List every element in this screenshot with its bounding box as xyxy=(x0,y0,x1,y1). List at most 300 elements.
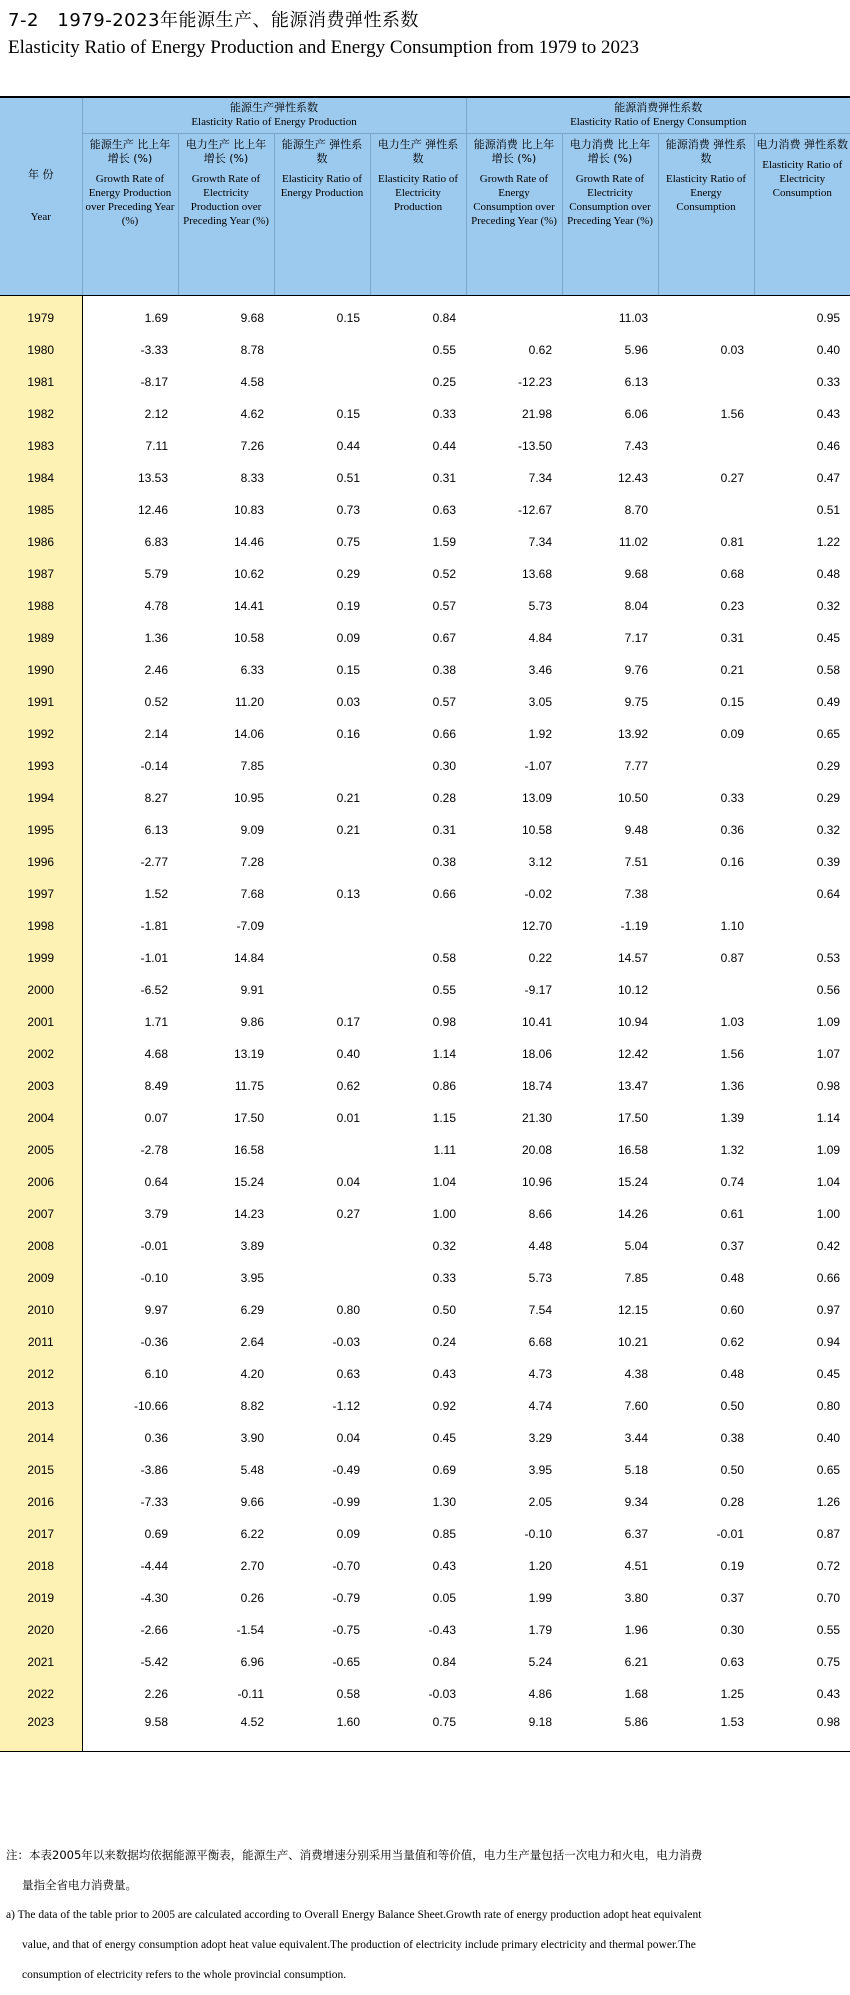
value-cell: 3.95 xyxy=(240,1271,264,1285)
value-cell: 1.25 xyxy=(720,1687,745,1701)
value-cell: 0.85 xyxy=(432,1527,457,1541)
value-cell: -4.44 xyxy=(140,1559,168,1573)
value-cell xyxy=(466,295,562,331)
value-cell: 0.48 xyxy=(720,1367,745,1381)
value-cell: 4.58 xyxy=(240,375,264,389)
value-cell: 6.22 xyxy=(240,1527,264,1541)
value-cell: 0.58 xyxy=(816,663,841,677)
value-cell: 0.29 xyxy=(816,791,841,805)
value-cell xyxy=(658,875,754,907)
value-cell xyxy=(658,747,754,779)
year-cell: 1980 xyxy=(0,331,82,363)
value-cell xyxy=(754,907,850,939)
year-cell: 1979 xyxy=(0,295,82,331)
year-cell: 2000 xyxy=(0,971,82,1003)
year-cell: 2023 xyxy=(0,1707,82,1751)
value-cell: 6.13 xyxy=(624,375,649,389)
value-cell: -4.30 xyxy=(140,1591,168,1605)
table-row xyxy=(0,1451,850,1483)
value-cell: 0.52 xyxy=(144,695,168,709)
value-cell: 7.17 xyxy=(624,631,649,645)
table-row xyxy=(0,1547,850,1579)
value-cell: 4.48 xyxy=(528,1239,553,1253)
value-cell: 7.11 xyxy=(145,439,168,453)
value-cell: 20.08 xyxy=(521,1143,553,1157)
value-cell: 1.60 xyxy=(274,1707,370,1751)
value-cell: 4.20 xyxy=(240,1367,264,1381)
value-cell: 9.34 xyxy=(624,1495,649,1509)
value-cell: 14.41 xyxy=(233,599,264,613)
value-cell: 0.38 xyxy=(720,1431,745,1445)
value-cell: 0.33 xyxy=(432,407,457,421)
value-cell: 0.74 xyxy=(720,1175,745,1189)
value-cell: 10.95 xyxy=(233,791,264,805)
value-cell: 0.67 xyxy=(432,631,457,645)
value-cell: 6.06 xyxy=(624,407,649,421)
value-cell: 0.55 xyxy=(432,343,457,357)
value-cell: 0.15 xyxy=(720,695,745,709)
value-cell: 1.59 xyxy=(432,535,457,549)
value-cell: 0.31 xyxy=(432,471,457,485)
note-zh-line1: 注：本表2005年以来数据均依据能源平衡表，能源生产、消费增速分别采用当量值和等价值，电力生产量包括一次电力和火电，电力消费 xyxy=(6,1848,703,1862)
value-cell: 4.52 xyxy=(178,1707,274,1751)
year-cell: 1982 xyxy=(0,395,82,427)
value-cell: 10.21 xyxy=(617,1335,649,1349)
table-row xyxy=(0,651,850,683)
value-cell: 0.37 xyxy=(720,1239,745,1253)
year-cell: 1988 xyxy=(0,587,82,619)
value-cell: 0.58 xyxy=(336,1687,360,1701)
value-cell: 3.89 xyxy=(240,1239,264,1253)
year-cell: 1993 xyxy=(0,747,82,779)
value-cell: 0.72 xyxy=(816,1559,841,1573)
value-cell: 0.81 xyxy=(720,535,745,549)
value-cell: 7.85 xyxy=(624,1271,649,1285)
year-cell: 1994 xyxy=(0,779,82,811)
value-cell: 5.73 xyxy=(528,599,553,613)
value-cell: 14.46 xyxy=(233,535,264,549)
value-cell: 5.04 xyxy=(624,1239,649,1253)
value-cell: -10.66 xyxy=(133,1399,168,1413)
value-cell: 3.95 xyxy=(528,1463,553,1477)
value-cell: 4.51 xyxy=(624,1559,649,1573)
value-cell: 1.92 xyxy=(528,727,553,741)
value-cell: 0.31 xyxy=(432,823,457,837)
value-cell: -6.52 xyxy=(140,983,168,997)
table-row xyxy=(0,875,850,907)
year-cell: 2014 xyxy=(0,1419,82,1451)
table-row xyxy=(0,1355,850,1387)
value-cell: 6.13 xyxy=(144,823,168,837)
year-cell: 1981 xyxy=(0,363,82,395)
value-cell: 17.50 xyxy=(617,1111,649,1125)
value-cell: 0.66 xyxy=(432,887,457,901)
value-cell: 0.33 xyxy=(720,791,745,805)
value-cell: 0.23 xyxy=(720,599,745,613)
value-cell: 0.97 xyxy=(816,1303,841,1317)
value-cell: 1.30 xyxy=(432,1495,457,1509)
value-cell: 0.50 xyxy=(720,1399,745,1413)
value-cell xyxy=(274,747,370,779)
table-row xyxy=(0,331,850,363)
value-cell: 0.09 xyxy=(336,631,360,645)
column-header-7 xyxy=(658,133,754,295)
value-cell: 5.24 xyxy=(528,1655,553,1669)
value-cell: 0.75 xyxy=(816,1655,841,1669)
value-cell: -1.01 xyxy=(140,951,168,965)
year-cell: 2018 xyxy=(0,1547,82,1579)
value-cell: 10.94 xyxy=(617,1015,649,1029)
value-cell xyxy=(658,427,754,459)
value-cell: 0.84 xyxy=(432,311,457,325)
value-cell: 0.87 xyxy=(720,951,745,965)
value-cell: -1.12 xyxy=(332,1399,360,1413)
value-cell: -1.07 xyxy=(524,759,553,773)
year-cell: 2015 xyxy=(0,1451,82,1483)
value-cell: 7.85 xyxy=(240,759,264,773)
year-cell: 1996 xyxy=(0,843,82,875)
value-cell xyxy=(658,295,754,331)
value-cell xyxy=(658,363,754,395)
value-cell: 0.26 xyxy=(240,1591,264,1605)
column-header-zh: 能源消费 比上年增长 (%) xyxy=(473,137,555,165)
value-cell: 2.05 xyxy=(528,1495,553,1509)
value-cell: 5.79 xyxy=(144,567,168,581)
value-cell: 10.58 xyxy=(233,631,264,645)
column-header-3 xyxy=(274,133,370,295)
value-cell: 10.83 xyxy=(233,503,264,517)
table-row xyxy=(0,459,850,491)
value-cell: 0.63 xyxy=(336,1367,360,1381)
value-cell: 6.37 xyxy=(624,1527,649,1541)
table-row xyxy=(0,295,850,331)
value-cell: 1.56 xyxy=(720,407,745,421)
value-cell: -0.65 xyxy=(332,1655,360,1669)
value-cell: 9.76 xyxy=(624,663,649,677)
value-cell: 4.86 xyxy=(528,1687,553,1701)
value-cell: 11.03 xyxy=(618,311,649,325)
value-cell: 7.28 xyxy=(240,855,264,869)
value-cell: -5.42 xyxy=(140,1655,168,1669)
value-cell: 8.70 xyxy=(624,503,649,517)
column-header-zh: 电力消费 弹性系数 xyxy=(756,137,849,151)
value-cell: 2.14 xyxy=(144,727,168,741)
value-cell: 12.15 xyxy=(617,1303,649,1317)
value-cell xyxy=(274,907,370,939)
value-cell: 9.48 xyxy=(624,823,649,837)
table-row xyxy=(0,1643,850,1675)
year-cell: 2020 xyxy=(0,1611,82,1643)
value-cell: 14.23 xyxy=(233,1207,264,1221)
value-cell: 21.30 xyxy=(521,1111,553,1125)
value-cell: 3.44 xyxy=(624,1431,649,1445)
value-cell xyxy=(274,1259,370,1291)
value-cell: -12.67 xyxy=(517,503,553,517)
value-cell: 1.53 xyxy=(658,1707,754,1751)
value-cell xyxy=(274,363,370,395)
value-cell: 0.49 xyxy=(816,695,841,709)
year-cell: 2008 xyxy=(0,1227,82,1259)
value-cell: 0.46 xyxy=(816,439,841,453)
column-header-2 xyxy=(178,133,274,295)
value-cell: 10.58 xyxy=(521,823,553,837)
value-cell: 0.86 xyxy=(432,1079,457,1093)
value-cell: 0.17 xyxy=(336,1015,360,1029)
year-cell: 2011 xyxy=(0,1323,82,1355)
column-header-en: Elasticity Ratio of Electricity Consumption xyxy=(762,158,843,199)
value-cell: 9.66 xyxy=(240,1495,264,1509)
column-header-en: Growth Rate of Energy Consumption over Preceding Year (%) xyxy=(471,172,557,227)
value-cell: 0.28 xyxy=(432,791,457,805)
value-cell: 0.80 xyxy=(816,1399,841,1413)
table-row xyxy=(0,1387,850,1419)
value-cell: 0.31 xyxy=(720,631,745,645)
table-row xyxy=(0,363,850,395)
value-cell: 0.33 xyxy=(432,1271,457,1285)
value-cell: 2.26 xyxy=(144,1687,168,1701)
value-cell: 0.42 xyxy=(816,1239,841,1253)
value-cell: 0.61 xyxy=(720,1207,745,1221)
value-cell: 0.51 xyxy=(336,471,360,485)
value-cell: -2.78 xyxy=(140,1143,168,1157)
value-cell: 0.50 xyxy=(432,1303,457,1317)
value-cell: -0.49 xyxy=(332,1463,360,1477)
value-cell: 0.73 xyxy=(336,503,360,517)
value-cell: 0.62 xyxy=(336,1079,360,1093)
value-cell: 3.46 xyxy=(528,663,553,677)
value-cell: 1.71 xyxy=(144,1015,168,1029)
column-header-en: Growth Rate of Electricity Production over Preceding Year (%) xyxy=(183,172,269,227)
year-cell: 1986 xyxy=(0,523,82,555)
value-cell: 0.98 xyxy=(754,1707,850,1751)
year-cell: 1987 xyxy=(0,555,82,587)
value-cell: 1.22 xyxy=(816,535,841,549)
value-cell: 0.32 xyxy=(816,823,841,837)
value-cell: 0.15 xyxy=(336,407,360,421)
column-header-8 xyxy=(754,133,850,295)
table-row xyxy=(0,1163,850,1195)
value-cell: 1.09 xyxy=(816,1143,841,1157)
value-cell: 0.98 xyxy=(432,1015,457,1029)
value-cell: -7.33 xyxy=(140,1495,168,1509)
value-cell: -2.66 xyxy=(140,1623,168,1637)
table-row xyxy=(0,1227,850,1259)
column-header-6 xyxy=(562,133,658,295)
value-cell: 1.15 xyxy=(432,1111,457,1125)
value-cell: 11.75 xyxy=(234,1079,264,1093)
column-header-zh: 电力生产 弹性系数 xyxy=(377,137,459,165)
column-header-1 xyxy=(82,133,178,295)
value-cell xyxy=(274,1131,370,1163)
value-cell: 0.04 xyxy=(336,1175,360,1189)
value-cell: 0.03 xyxy=(720,343,745,357)
value-cell: 5.18 xyxy=(624,1463,649,1477)
value-cell: 0.66 xyxy=(816,1271,841,1285)
value-cell: 7.54 xyxy=(528,1303,553,1317)
year-cell: 1999 xyxy=(0,939,82,971)
value-cell xyxy=(274,331,370,363)
value-cell: 5.73 xyxy=(528,1271,553,1285)
value-cell: -0.75 xyxy=(332,1623,360,1637)
value-cell: 7.34 xyxy=(528,471,553,485)
value-cell: 0.38 xyxy=(432,663,457,677)
value-cell: 0.45 xyxy=(432,1431,457,1445)
value-cell: -8.17 xyxy=(140,375,168,389)
value-cell: 1.04 xyxy=(432,1175,457,1189)
table-row xyxy=(0,1195,850,1227)
table-row xyxy=(0,1579,850,1611)
value-cell: 0.69 xyxy=(432,1463,457,1477)
value-cell: 0.01 xyxy=(336,1111,360,1125)
value-cell: 1.36 xyxy=(144,631,168,645)
table-row xyxy=(0,1003,850,1035)
value-cell: 0.19 xyxy=(720,1559,745,1573)
value-cell: 0.60 xyxy=(720,1303,745,1317)
table-row xyxy=(0,683,850,715)
value-cell: 0.28 xyxy=(720,1495,745,1509)
year-cell: 1991 xyxy=(0,683,82,715)
value-cell: 0.48 xyxy=(720,1271,745,1285)
value-cell: 0.57 xyxy=(432,599,457,613)
value-cell: 8.78 xyxy=(240,343,264,357)
value-cell: 0.44 xyxy=(336,439,360,453)
value-cell: 1.56 xyxy=(720,1047,745,1061)
table-row xyxy=(0,843,850,875)
value-cell: 12.42 xyxy=(617,1047,649,1061)
value-cell: 1.26 xyxy=(816,1495,841,1509)
value-cell: 1.14 xyxy=(816,1111,841,1125)
table-row xyxy=(0,1035,850,1067)
value-cell: 6.68 xyxy=(528,1335,553,1349)
value-cell: 9.68 xyxy=(240,311,264,325)
value-cell: 1.68 xyxy=(624,1687,649,1701)
value-cell: 0.36 xyxy=(144,1431,168,1445)
value-cell: 0.24 xyxy=(432,1335,457,1349)
table-row xyxy=(0,1067,850,1099)
value-cell: 0.03 xyxy=(336,695,360,709)
note-zh-line2: 量指全省电力消费量。 xyxy=(22,1878,137,1892)
column-header-zh: 电力消费 比上年增长 (%) xyxy=(569,137,651,165)
column-header-zh: 能源生产 弹性系数 xyxy=(281,137,363,165)
column-header-en: Growth Rate of Electricity Consumption over Preceding Year (%) xyxy=(567,172,653,227)
table-row xyxy=(0,491,850,523)
value-cell: -0.10 xyxy=(524,1527,553,1541)
value-cell: 6.83 xyxy=(144,535,168,549)
value-cell: 0.75 xyxy=(370,1707,466,1751)
value-cell: 0.45 xyxy=(816,631,841,645)
value-cell: 2.64 xyxy=(240,1335,264,1349)
value-cell: 0.13 xyxy=(336,887,360,901)
value-cell: 0.62 xyxy=(528,343,553,357)
value-cell: 0.27 xyxy=(720,471,745,485)
value-cell: -1.19 xyxy=(620,919,649,933)
value-cell: -7.09 xyxy=(236,919,264,933)
value-cell: 0.92 xyxy=(432,1399,457,1413)
year-cell: 2006 xyxy=(0,1163,82,1195)
value-cell: 8.27 xyxy=(144,791,168,805)
value-cell: 0.30 xyxy=(432,759,457,773)
value-cell: 0.43 xyxy=(816,407,841,421)
year-cell: 2022 xyxy=(0,1675,82,1707)
value-cell: 8.33 xyxy=(240,471,264,485)
footnotes xyxy=(6,1840,842,1990)
value-cell: 1.32 xyxy=(720,1143,745,1157)
value-cell: 0.98 xyxy=(816,1079,841,1093)
value-cell: 13.53 xyxy=(137,471,168,485)
table-row xyxy=(0,1323,850,1355)
value-cell: -0.36 xyxy=(140,1335,168,1349)
value-cell: 1.20 xyxy=(528,1559,553,1573)
value-cell: 0.44 xyxy=(432,439,457,453)
value-cell: 0.40 xyxy=(336,1047,360,1061)
value-cell: -1.54 xyxy=(236,1623,264,1637)
year-header: 年 份 Year xyxy=(0,97,82,295)
value-cell xyxy=(658,971,754,1003)
value-cell: 0.43 xyxy=(432,1559,457,1573)
value-cell: 0.58 xyxy=(432,951,457,965)
value-cell: 0.62 xyxy=(720,1335,745,1349)
value-cell: 4.68 xyxy=(144,1047,168,1061)
value-cell: 0.75 xyxy=(336,535,360,549)
value-cell: 7.51 xyxy=(624,855,649,869)
value-cell: 4.84 xyxy=(528,631,553,645)
value-cell: 0.29 xyxy=(336,567,360,581)
value-cell: 1.14 xyxy=(432,1047,457,1061)
value-cell xyxy=(274,971,370,1003)
table-row xyxy=(0,1675,850,1707)
value-cell: 0.64 xyxy=(816,887,841,901)
table-row xyxy=(0,427,850,459)
value-cell: 9.68 xyxy=(624,567,649,581)
value-cell: 0.68 xyxy=(720,567,745,581)
value-cell: 16.58 xyxy=(233,1143,264,1157)
table-row xyxy=(0,971,850,1003)
value-cell: 7.77 xyxy=(624,759,649,773)
value-cell: 1.00 xyxy=(432,1207,457,1221)
value-cell: -0.02 xyxy=(524,887,553,901)
value-cell: 0.07 xyxy=(144,1111,168,1125)
table-row xyxy=(0,747,850,779)
column-header-zh: 电力生产 比上年增长 (%) xyxy=(185,137,267,165)
table-row xyxy=(0,907,850,939)
value-cell: 0.53 xyxy=(816,951,841,965)
value-cell: 0.84 xyxy=(432,1655,457,1669)
value-cell: 0.19 xyxy=(336,599,360,613)
table-row xyxy=(0,715,850,747)
value-cell: 1.04 xyxy=(816,1175,841,1189)
value-cell: 7.60 xyxy=(624,1399,649,1413)
table-row xyxy=(0,939,850,971)
value-cell: 0.39 xyxy=(816,855,841,869)
value-cell: 15.24 xyxy=(617,1175,649,1189)
value-cell: 6.10 xyxy=(144,1367,168,1381)
value-cell: 6.29 xyxy=(240,1303,264,1317)
column-header-en: Growth Rate of Energy Production over Preceding Year (%) xyxy=(85,172,175,227)
year-cell: 2016 xyxy=(0,1483,82,1515)
value-cell: 0.55 xyxy=(432,983,457,997)
value-cell: 9.09 xyxy=(240,823,264,837)
value-cell: 0.87 xyxy=(816,1527,841,1541)
value-cell: 13.19 xyxy=(233,1047,264,1061)
year-cell: 1989 xyxy=(0,619,82,651)
value-cell: 3.90 xyxy=(240,1431,264,1445)
value-cell: 8.82 xyxy=(240,1399,264,1413)
value-cell: 0.50 xyxy=(720,1463,745,1477)
value-cell: 5.86 xyxy=(562,1707,658,1751)
year-cell: 2004 xyxy=(0,1099,82,1131)
value-cell: 9.86 xyxy=(240,1015,264,1029)
column-header-en: Elasticity Ratio of Electricity Production xyxy=(377,172,459,213)
